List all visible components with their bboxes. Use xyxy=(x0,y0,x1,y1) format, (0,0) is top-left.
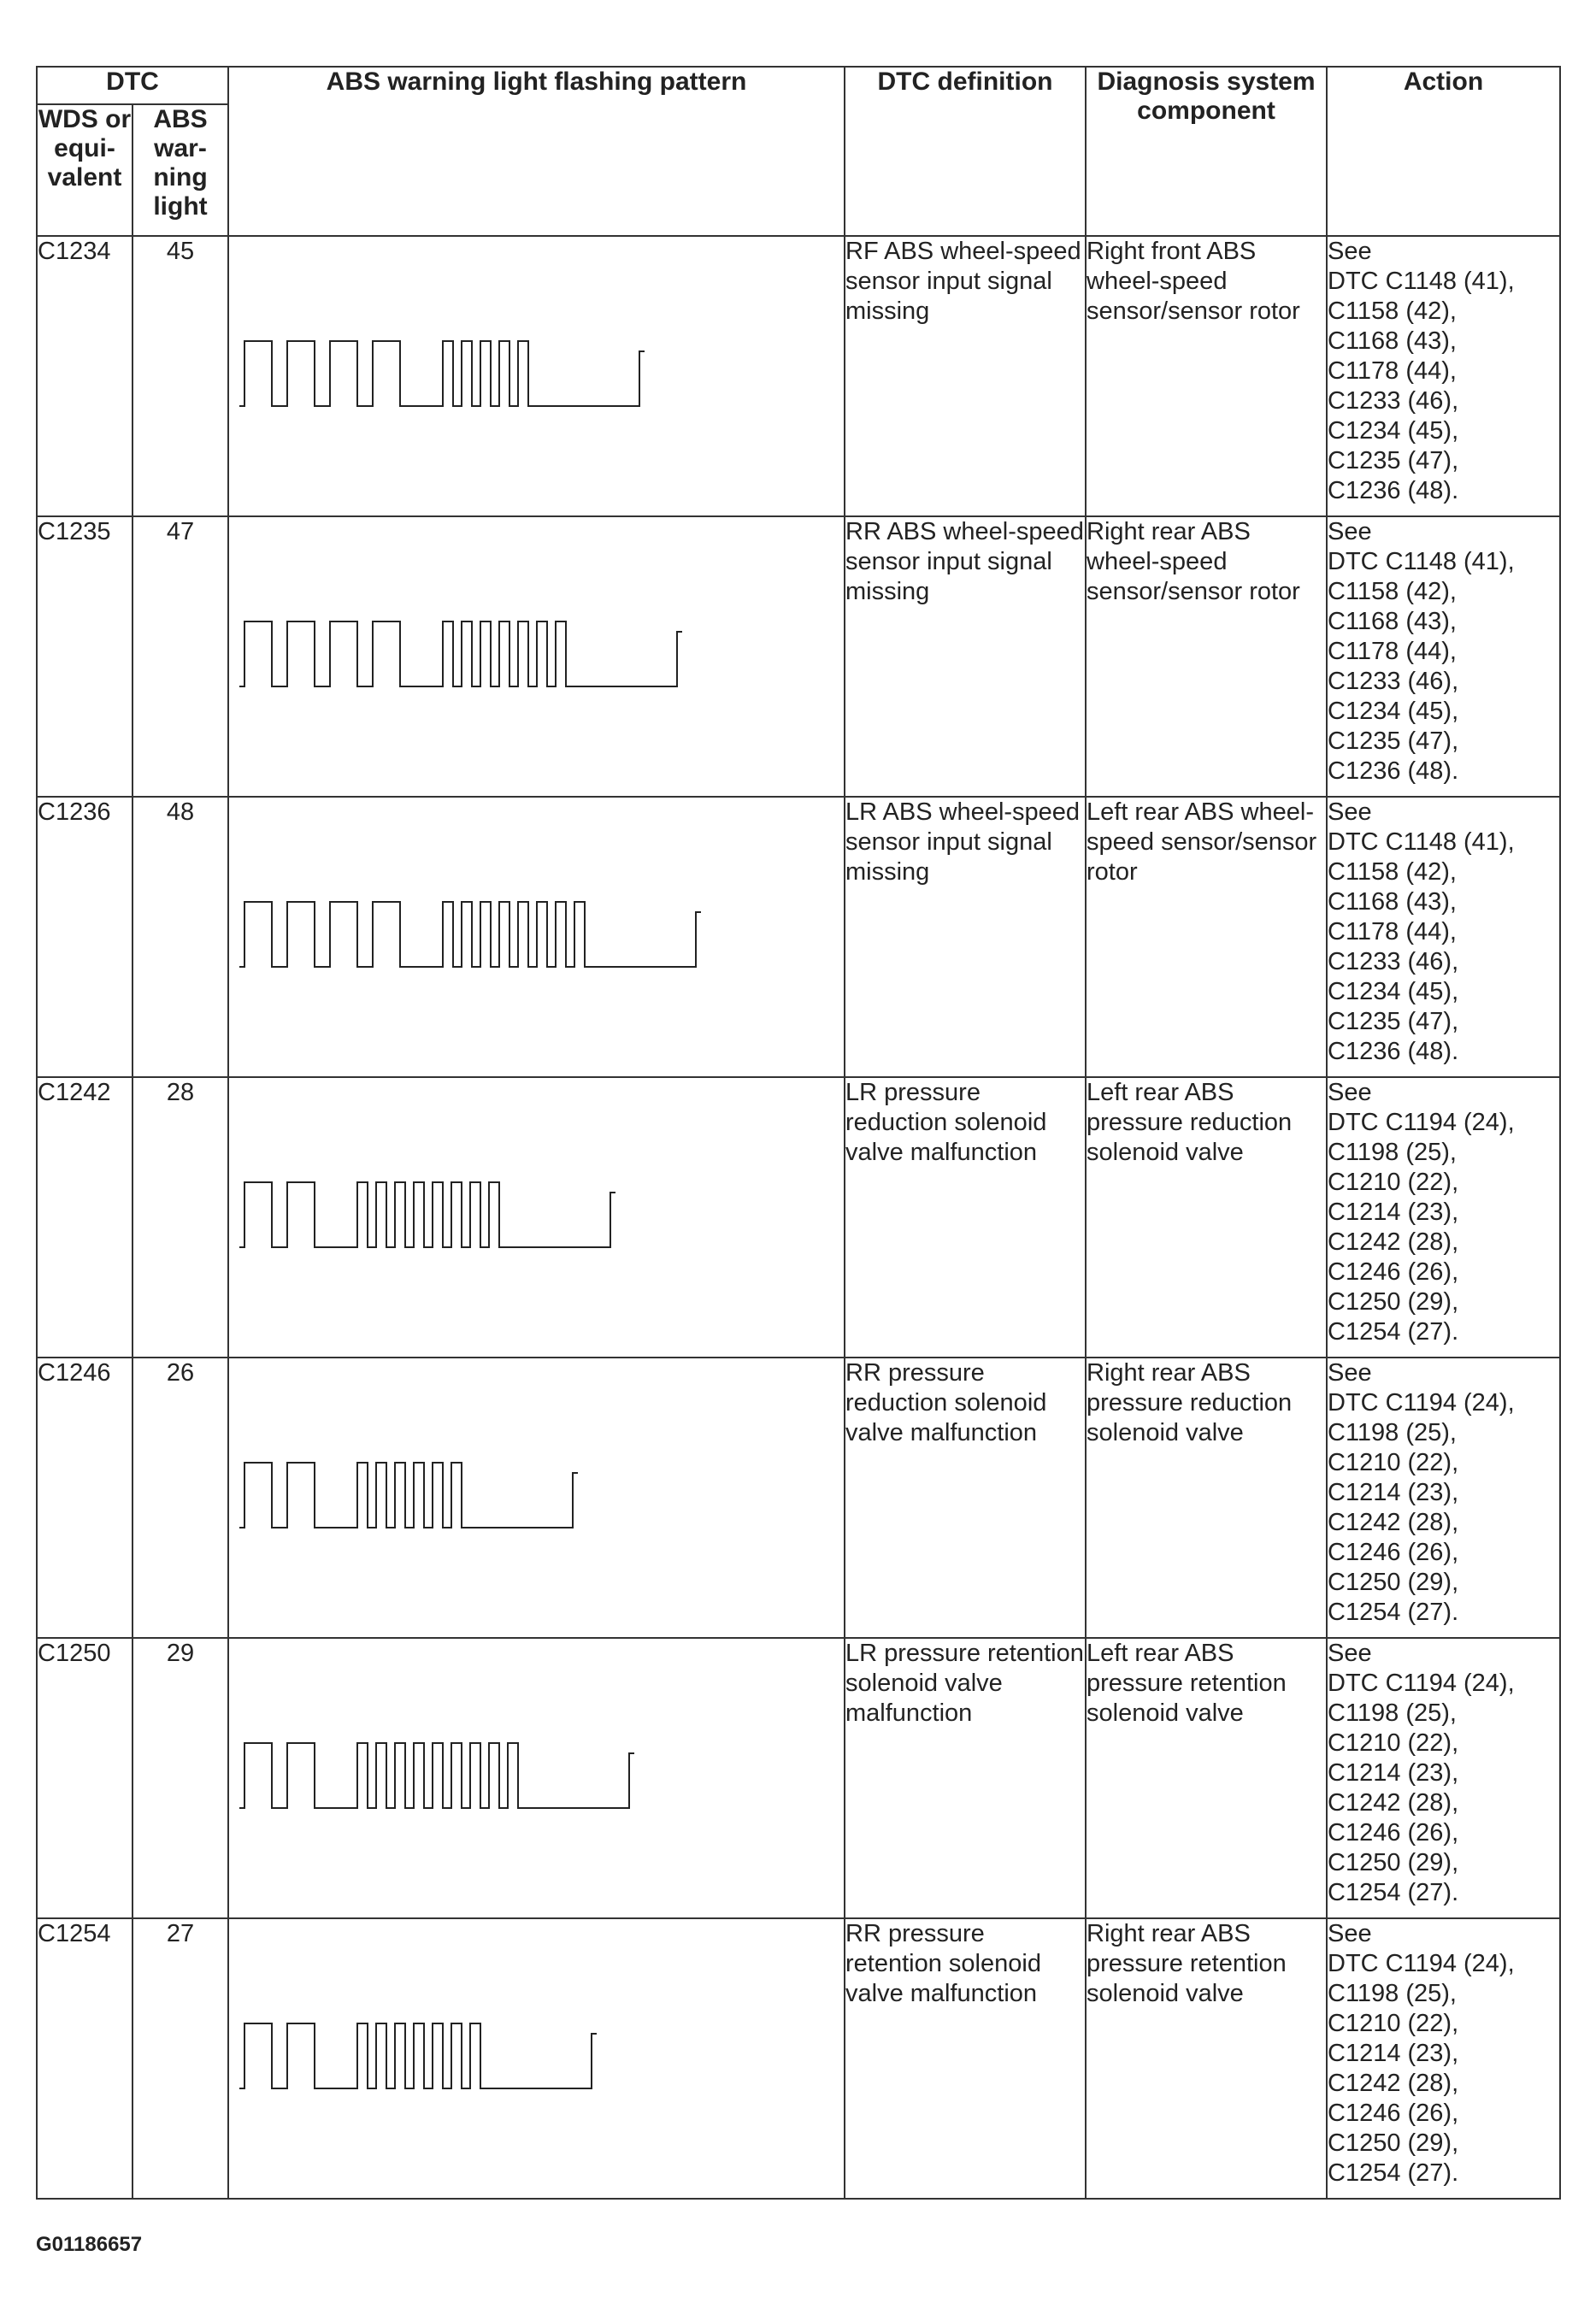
dtc-code: C1236 xyxy=(37,797,133,1077)
flash-pattern xyxy=(228,797,845,1077)
abs-light-code: 29 xyxy=(133,1638,228,1918)
flash-pattern xyxy=(228,1918,845,2199)
action-ref: DTC C1148 (41), xyxy=(1328,828,1515,856)
action-ref: C1234 (45), xyxy=(1328,417,1459,445)
action-ref: C1168 (43), xyxy=(1328,888,1457,916)
action-ref: C1254 (27). xyxy=(1328,2159,1459,2187)
dtc-code: C1246 xyxy=(37,1358,133,1638)
action-ref: C1178 (44), xyxy=(1328,918,1457,945)
diagnosis-component: Right rear ABS pressure retention solenoid valve xyxy=(1086,1918,1327,2199)
table-row xyxy=(37,236,1560,516)
action-ref: C1198 (25), xyxy=(1328,1980,1457,2007)
action-ref: DTC C1194 (24), xyxy=(1328,1109,1515,1136)
action-cell xyxy=(1327,516,1560,797)
abs-light-code: 48 xyxy=(133,797,228,1077)
table-row xyxy=(37,1358,1560,1638)
action-ref: C1168 (43), xyxy=(1328,327,1457,355)
table-body xyxy=(37,236,1560,2199)
action-see: See xyxy=(1328,1079,1372,1106)
action-ref: C1214 (23), xyxy=(1328,1479,1459,1506)
flash-waveform xyxy=(229,517,844,796)
action-ref: C1254 (27). xyxy=(1328,1318,1459,1346)
header-component: Diagnosis system component xyxy=(1086,67,1327,236)
action-ref: C1198 (25), xyxy=(1328,1139,1457,1166)
action-cell xyxy=(1327,236,1560,516)
action-ref: C1214 (23), xyxy=(1328,2040,1459,2067)
action-ref: C1234 (45), xyxy=(1328,698,1459,725)
diagnosis-component: Right front ABS wheel-speed sensor/sensor rotor xyxy=(1086,236,1327,516)
diagnosis-component: Right rear ABS wheel-speed sensor/sensor rotor xyxy=(1086,516,1327,797)
action-ref: C1246 (26), xyxy=(1328,1258,1459,1286)
action-ref: C1198 (25), xyxy=(1328,1419,1457,1446)
action-ref: DTC C1194 (24), xyxy=(1328,1389,1515,1417)
header-abs: ABS war- ning light xyxy=(133,104,228,236)
action-ref: C1198 (25), xyxy=(1328,1699,1457,1727)
action-ref: C1242 (28), xyxy=(1328,1509,1459,1536)
action-ref: C1233 (46), xyxy=(1328,668,1459,695)
dtc-definition: LR pressure retention solenoid valve malfunction xyxy=(845,1638,1086,1918)
diagnosis-component: Left rear ABS pressure reduction solenoid valve xyxy=(1086,1077,1327,1358)
flash-waveform xyxy=(229,798,844,1076)
action-ref: C1236 (48). xyxy=(1328,1038,1459,1065)
action-ref: C1246 (26), xyxy=(1328,1819,1459,1847)
action-ref: C1158 (42), xyxy=(1328,297,1457,325)
flash-pulse-train xyxy=(239,341,645,406)
action-ref: C1242 (28), xyxy=(1328,2070,1459,2097)
flash-waveform xyxy=(229,1358,844,1637)
table-row xyxy=(37,1077,1560,1358)
dtc-definition: LR pressure reduction solenoid valve malfunction xyxy=(845,1077,1086,1358)
action-ref: C1233 (46), xyxy=(1328,948,1459,975)
action-see: See xyxy=(1328,1640,1372,1667)
action-see: See xyxy=(1328,1359,1372,1387)
action-cell xyxy=(1327,1077,1560,1358)
table-row xyxy=(37,516,1560,797)
flash-pulse-train xyxy=(239,1743,634,1808)
action-cell xyxy=(1327,1918,1560,2199)
flash-pulse-train xyxy=(239,902,701,967)
action-ref: C1236 (48). xyxy=(1328,477,1459,504)
flash-pulse-train xyxy=(239,1182,615,1247)
action-ref: C1235 (47), xyxy=(1328,447,1459,474)
flash-waveform xyxy=(229,1639,844,1917)
action-ref: DTC C1194 (24), xyxy=(1328,1950,1515,1977)
action-ref: C1235 (47), xyxy=(1328,1008,1459,1035)
action-ref: C1242 (28), xyxy=(1328,1789,1459,1817)
action-see: See xyxy=(1328,1920,1372,1947)
action-ref: C1178 (44), xyxy=(1328,638,1457,665)
dtc-code: C1235 xyxy=(37,516,133,797)
dtc-code: C1250 xyxy=(37,1638,133,1918)
action-ref: C1168 (43), xyxy=(1328,608,1457,635)
dtc-definition: RR ABS wheel-speed sensor input signal missing xyxy=(845,516,1086,797)
flash-waveform xyxy=(229,237,844,515)
abs-light-code: 26 xyxy=(133,1358,228,1638)
dtc-table xyxy=(36,66,1561,2200)
flash-pattern xyxy=(228,236,845,516)
dtc-code: C1254 xyxy=(37,1918,133,2199)
header-dtc: DTC xyxy=(37,67,228,104)
action-see: See xyxy=(1328,518,1372,545)
action-cell xyxy=(1327,797,1560,1077)
dtc-definition: LR ABS wheel-speed sensor input signal missing xyxy=(845,797,1086,1077)
action-ref: C1235 (47), xyxy=(1328,727,1459,755)
action-ref: C1214 (23), xyxy=(1328,1199,1459,1226)
diagnosis-component: Left rear ABS pressure retention solenoid valve xyxy=(1086,1638,1327,1918)
header-definition: DTC definition xyxy=(845,67,1086,236)
table-row xyxy=(37,1638,1560,1918)
action-ref: C1210 (22), xyxy=(1328,1729,1459,1757)
action-ref: C1250 (29), xyxy=(1328,2129,1459,2157)
action-ref: C1250 (29), xyxy=(1328,1569,1459,1596)
table-row xyxy=(37,1918,1560,2199)
dtc-definition: RF ABS wheel-speed sensor input signal missing xyxy=(845,236,1086,516)
flash-pattern xyxy=(228,1077,845,1358)
action-ref: C1242 (28), xyxy=(1328,1228,1459,1256)
action-ref: C1158 (42), xyxy=(1328,578,1457,605)
action-ref: C1236 (48). xyxy=(1328,757,1459,785)
action-ref: C1254 (27). xyxy=(1328,1879,1459,1906)
flash-pattern xyxy=(228,516,845,797)
action-ref: C1250 (29), xyxy=(1328,1849,1459,1876)
action-ref: C1210 (22), xyxy=(1328,2010,1459,2037)
flash-pulse-train xyxy=(239,1463,578,1528)
abs-light-code: 28 xyxy=(133,1077,228,1358)
action-ref: DTC C1148 (41), xyxy=(1328,548,1515,575)
diagnosis-component: Right rear ABS pressure reduction solenoid valve xyxy=(1086,1358,1327,1638)
action-ref: C1178 (44), xyxy=(1328,357,1457,385)
abs-light-code: 45 xyxy=(133,236,228,516)
action-cell xyxy=(1327,1358,1560,1638)
action-ref: C1254 (27). xyxy=(1328,1599,1459,1626)
action-ref: C1246 (26), xyxy=(1328,1539,1459,1566)
action-ref: DTC C1148 (41), xyxy=(1328,268,1515,295)
flash-pulse-train xyxy=(239,621,682,686)
action-ref: C1214 (23), xyxy=(1328,1759,1459,1787)
dtc-code: C1242 xyxy=(37,1077,133,1358)
abs-light-code: 47 xyxy=(133,516,228,797)
flash-waveform xyxy=(229,1078,844,1357)
action-ref: C1158 (42), xyxy=(1328,858,1457,886)
dtc-definition: RR pressure reduction solenoid valve malfunction xyxy=(845,1358,1086,1638)
action-ref: DTC C1194 (24), xyxy=(1328,1670,1515,1697)
diagnosis-component: Left rear ABS wheel-speed sensor/sensor rotor xyxy=(1086,797,1327,1077)
flash-pulse-train xyxy=(239,2023,597,2088)
flash-waveform xyxy=(229,1919,844,2198)
header-pattern: ABS warning light flashing pattern xyxy=(228,67,845,236)
figure-id: G01186657 xyxy=(36,2233,143,2256)
dtc-code: C1234 xyxy=(37,236,133,516)
flash-pattern xyxy=(228,1358,845,1638)
action-ref: C1246 (26), xyxy=(1328,2100,1459,2127)
action-see: See xyxy=(1328,798,1372,826)
dtc-definition: RR pressure retention solenoid valve malfunction xyxy=(845,1918,1086,2199)
action-ref: C1250 (29), xyxy=(1328,1288,1459,1316)
action-cell xyxy=(1327,1638,1560,1918)
table-row xyxy=(37,797,1560,1077)
action-ref: C1233 (46), xyxy=(1328,387,1459,415)
action-see: See xyxy=(1328,238,1372,265)
header-action: Action xyxy=(1327,67,1560,236)
abs-light-code: 27 xyxy=(133,1918,228,2199)
header-wds: WDS or equi- valent xyxy=(37,104,133,236)
action-ref: C1210 (22), xyxy=(1328,1449,1459,1476)
action-ref: C1234 (45), xyxy=(1328,978,1459,1005)
action-ref: C1210 (22), xyxy=(1328,1169,1459,1196)
flash-pattern xyxy=(228,1638,845,1918)
